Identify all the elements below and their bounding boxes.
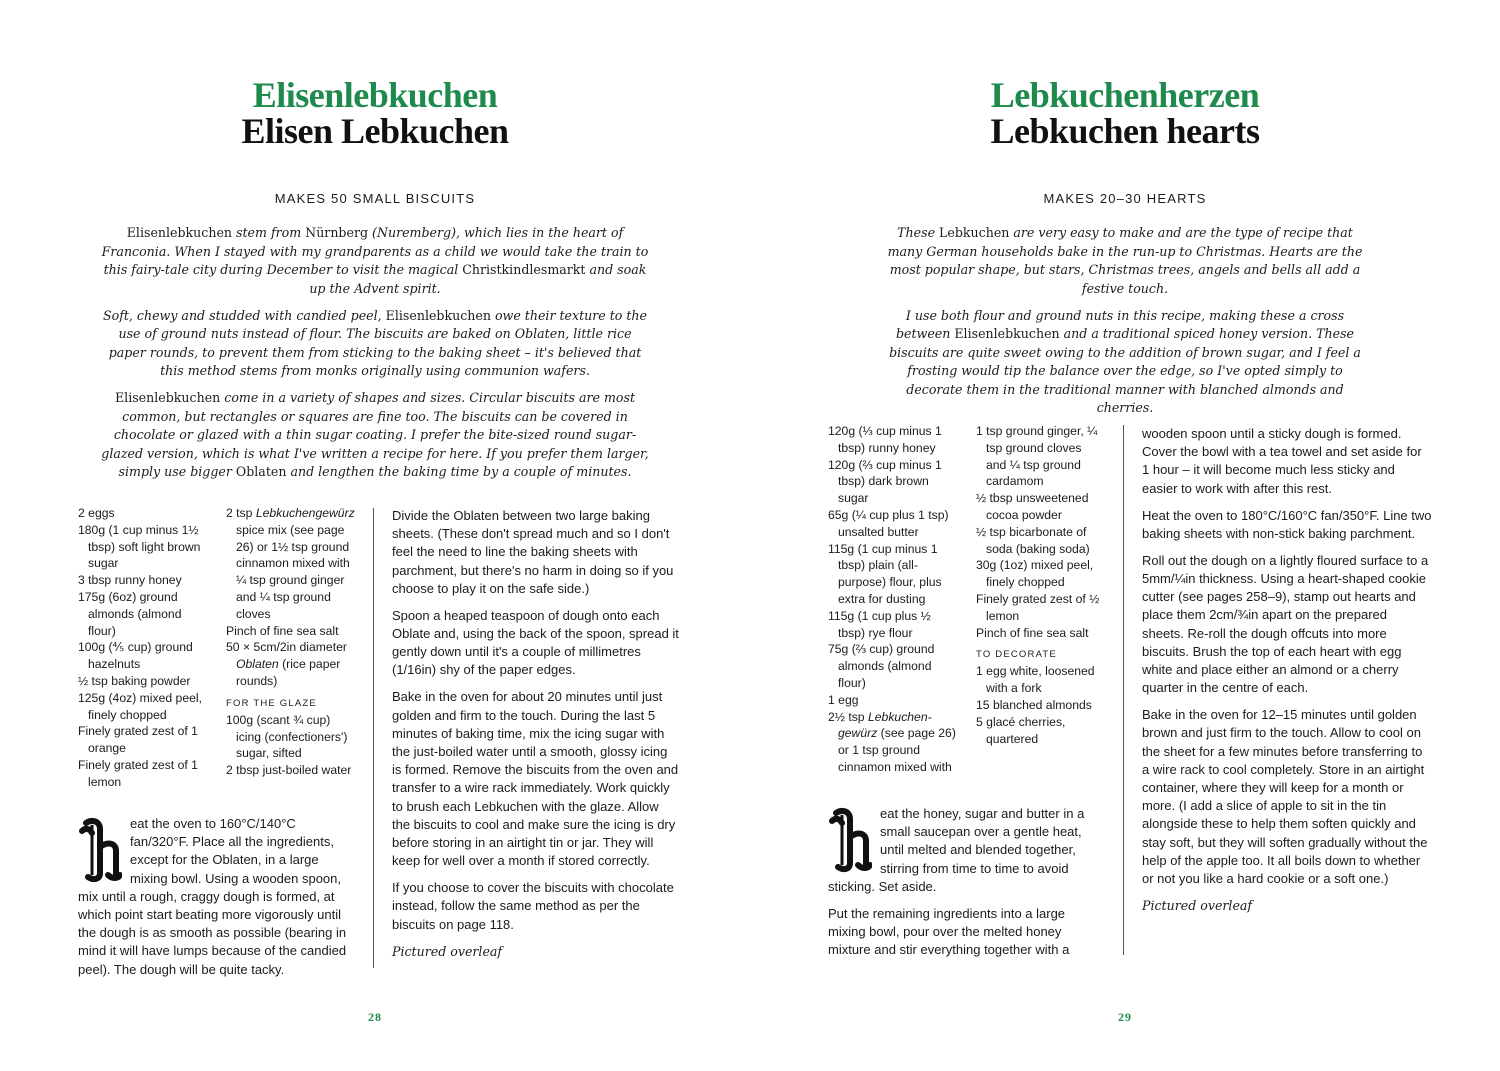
ingredients-column-1: [828, 423, 960, 776]
ingredient-item: 3 tbsp runny honey: [78, 573, 182, 588]
intro-paragraph: I use both flour and ground nuts in this recipe, making these a cross between Elisenlebkuchen and a traditional spiced honey version. These biscuits are quite sweet owing to the addition of brown sugar, and I feel a frosting would tip the balance over the edge, so I've opted simply to decorate them in the traditional manner with blanched almonds and cherries.: [889, 307, 1361, 415]
method-column-1: [78, 815, 354, 988]
method-column-2: [392, 507, 680, 970]
method-paragraph: eat the oven to 160°C/140°C fan/320°F. Place all the ingredients, except for the Oblaten, in a large mixing bowl. Using a wooden spoon, mix until a rough, craggy dough is formed, at which point start beating more vigorously until the dough is as smooth as possible (bearing in mind it will have lumps because of the candied peel). The dough will be quite tacky.: [78, 816, 347, 977]
ingredient-item: 75g (⅔ cup) ground almonds (almond flour): [828, 642, 935, 690]
column-divider: [1123, 425, 1124, 955]
intro-paragraph: Elisenlebkuchen stem from Nürnberg (Nuremberg), which lies in the heart of Franconia. When I stayed with my grandparents as a child we would take the train to this fairy-tale city during December to visit the magical Christkindlesmarkt and soak up the Advent spirit.: [101, 225, 649, 296]
recipe-title-english: Elisen Lebkuchen: [241, 111, 509, 151]
ingredient-item: 100g (scant ¾ cup) icing (confectioners') sugar, sifted: [226, 712, 348, 761]
ingredient-item: 120g (⅓ cup minus 1 tbsp) runny honey: [828, 424, 942, 455]
ingredients-column-2: [226, 505, 358, 779]
ingredient-item: 120g (⅔ cup minus 1 tbsp) dark brown sugar: [828, 457, 942, 506]
ingredient-item: 175g (6oz) ground almonds (almond flour): [78, 589, 182, 638]
ingredient-item: 2 tsp Lebkuchengewürz spice mix (see page 26) or 1½ tsp ground cinnamon mixed with ¼ tsp ground ginger and ¼ tsp ground cloves: [226, 506, 355, 621]
method-paragraph: Bake in the oven for about 20 minutes until just golden and firm to the touch. During the last 5 minutes of baking time, mix the icing sugar with the just-boiled water until a smooth, glossy icing is formed. Remove the biscuits from the oven and transfer to a wire rack immediately. Work quickly to brush each Lebkuchen with the glaze. Allow the biscuits to cool and make sure the icing is dry before storing in an airtight tin or jar. They will keep for well over a month if stored correctly.: [392, 689, 679, 869]
ingredient-item: 180g (1 cup minus 1½ tbsp) soft light brown sugar: [78, 522, 201, 571]
recipe-intro: [880, 224, 1370, 426]
recipe-intro: [100, 224, 650, 490]
method-column-1: [828, 805, 1100, 968]
page-number: 29: [1118, 1010, 1132, 1024]
dropcap-h-icon: [828, 807, 872, 873]
ingredient-item: Pinch of fine sea salt: [226, 623, 339, 638]
intro-paragraph: These Lebkuchen are very easy to make and are the type of recipe that many German households bake in the run-up to Christmas. Hearts are the most popular shape, but stars, Christmas trees, angels and bells all add a festive touch.: [887, 225, 1363, 296]
recipe-yield: MAKES 20–30 HEARTS: [1043, 191, 1207, 206]
ingredient-item: Finely grated zest of 1 orange: [78, 724, 198, 756]
ingredient-item: 5 glacé cherries, quartered: [976, 714, 1066, 746]
ingredient-item: ½ tsp baking powder: [78, 673, 191, 688]
method-paragraph: If you choose to cover the biscuits with chocolate instead, follow the same method as per the biscuits on page 118.: [392, 880, 674, 932]
ingredient-item: 65g (¼ cup plus 1 tsp) unsalted butter: [828, 507, 949, 539]
ingredient-item: Pinch of fine sea salt: [976, 625, 1089, 640]
ingredient-item: 1 egg white, loosened with a fork: [976, 664, 1095, 696]
ingredient-item: 2½ tsp Lebkuchen-gewürz (see page 26) or 1 tsp ground cinnamon mixed with: [828, 709, 956, 774]
recipe-title-english: Lebkuchen hearts: [990, 111, 1260, 151]
ingredient-item: 2 eggs: [78, 506, 115, 520]
ingredient-item: ½ tbsp unsweetened cocoa powder: [976, 491, 1089, 522]
column-divider: [373, 508, 374, 968]
ingredient-item: 2 tbsp just-boiled water: [226, 763, 352, 778]
ingredient-item: 50 × 5cm/2in diameter Oblaten (rice paper rounds): [226, 640, 347, 688]
ingredient-item: 30g (1oz) mixed peel, finely chopped: [976, 558, 1094, 590]
ingredients-column-2: [976, 423, 1104, 747]
recipe-title-german: Elisenlebkuchen: [252, 75, 498, 115]
right-page: [750, 0, 1500, 1071]
ingredient-item: 100g (⅘ cup) ground hazelnuts: [78, 640, 193, 672]
pictured-note: Pictured overleaf: [1142, 898, 1253, 914]
intro-paragraph: Soft, chewy and studded with candied peel, Elisenlebkuchen owe their texture to the use of ground nuts instead of flour. The biscuits are baked on Oblaten, little rice paper rounds, to prevent them from sticking to the baking sheet – it's believed that this method stems from monks originally using communion wafers.: [102, 307, 648, 378]
method-paragraph: Put the remaining ingredients into a large mixing bowl, pour over the melted honey mixture and stir everything together with a: [828, 905, 1070, 958]
method-paragraph: eat the honey, sugar and butter in a small saucepan over a gentle heat, until melted and blended together, stirring from time to time to avoid sticking. Set aside.: [828, 806, 1085, 894]
ingredient-item: Finely grated zest of 1 lemon: [78, 757, 198, 789]
method-paragraph: Divide the Oblaten between two large baking sheets. (These don't spread much and so I don't feel the need to line the baking sheets with parchment, but there's no harm in doing so if you choose to play it on the safe side.): [392, 508, 674, 596]
ingredient-item: Finely grated zest of ½ lemon: [976, 591, 1100, 623]
dropcap-h-icon: [78, 817, 122, 883]
recipe-title-german: Lebkuchenherzen: [990, 75, 1260, 115]
ingredient-item: 115g (1 cup plus ½ tbsp) rye flour: [828, 608, 931, 640]
method-paragraph: Roll out the dough on a lightly floured surface to a 5mm/¼in thickness. Using a heart-shaped cookie cutter (see pages 258–9), stamp out hearts and place them 2cm/¾in apart on the prepared sheets. Re-roll the dough offcuts into more biscuits. Brush the top of each heart with egg white and place either an almond or a cherry quarter in the centre of each.: [1142, 552, 1429, 696]
ingredient-item: 125g (4oz) mixed peel, finely chopped: [78, 690, 202, 722]
intro-paragraph: Elisenlebkuchen come in a variety of shapes and sizes. Circular biscuits are most common, but rectangles or squares are fine too. The biscuits can be covered in chocolate or glazed with a thin sugar coating. I prefer the bite-sized round sugar-glazed version, which is what I've written a recipe for here. If you prefer them larger, simply use bigger Oblaten and lengthen the baking time by a couple of minutes.: [101, 390, 649, 479]
ingredient-item: 115g (1 cup minus 1 tbsp) plain (all-purpose) flour, plus extra for dusting: [828, 541, 942, 606]
pictured-note: Pictured overleaf: [392, 943, 503, 959]
method-paragraph: Heat the oven to 180°C/160°C fan/350°F. Line two baking sheets with non-stick baking parchment.: [1142, 507, 1432, 541]
decorate-subheading: TO DECORATE: [976, 649, 1057, 661]
ingredient-item: 1 egg: [828, 692, 859, 707]
method-paragraph: Bake in the oven for 12–15 minutes until golden brown and just firm to the touch. Allow to cool on the sheet for a few minutes before transferring to a wire rack to cool completely. Store in an airtight container, where they will keep for a month or more. (I add a slice of apple to sit in the tin alongside these to help them soften quickly and stay soft, but they will soften gradually without the help of the apple too. It all boils down to whether or not you like a hard cookie or a soft one.): [1142, 707, 1428, 887]
page-number: 28: [368, 1010, 382, 1024]
ingredients-column-1: [78, 505, 210, 791]
method-column-2: [1142, 425, 1432, 924]
ingredient-item: ½ tsp bicarbonate of soda (baking soda): [976, 524, 1090, 556]
ingredient-item: 1 tsp ground ginger, ¼ tsp ground cloves and ¼ tsp ground cardamom: [976, 424, 1098, 489]
method-paragraph: Spoon a heaped teaspoon of dough onto each Oblate and, using the back of the spoon, spread it gently down until it's a couple of millimetres (1/16in) shy of the paper edges.: [392, 607, 679, 678]
ingredient-item: 15 blanched almonds: [976, 697, 1092, 712]
method-paragraph: wooden spoon until a sticky dough is formed. Cover the bowl with a tea towel and set aside for 1 hour – it will become much less sticky and easier to work with after this rest.: [1142, 426, 1422, 496]
recipe-yield: MAKES 50 SMALL BISCUITS: [274, 191, 476, 206]
glaze-subheading: FOR THE GLAZE: [226, 697, 317, 709]
